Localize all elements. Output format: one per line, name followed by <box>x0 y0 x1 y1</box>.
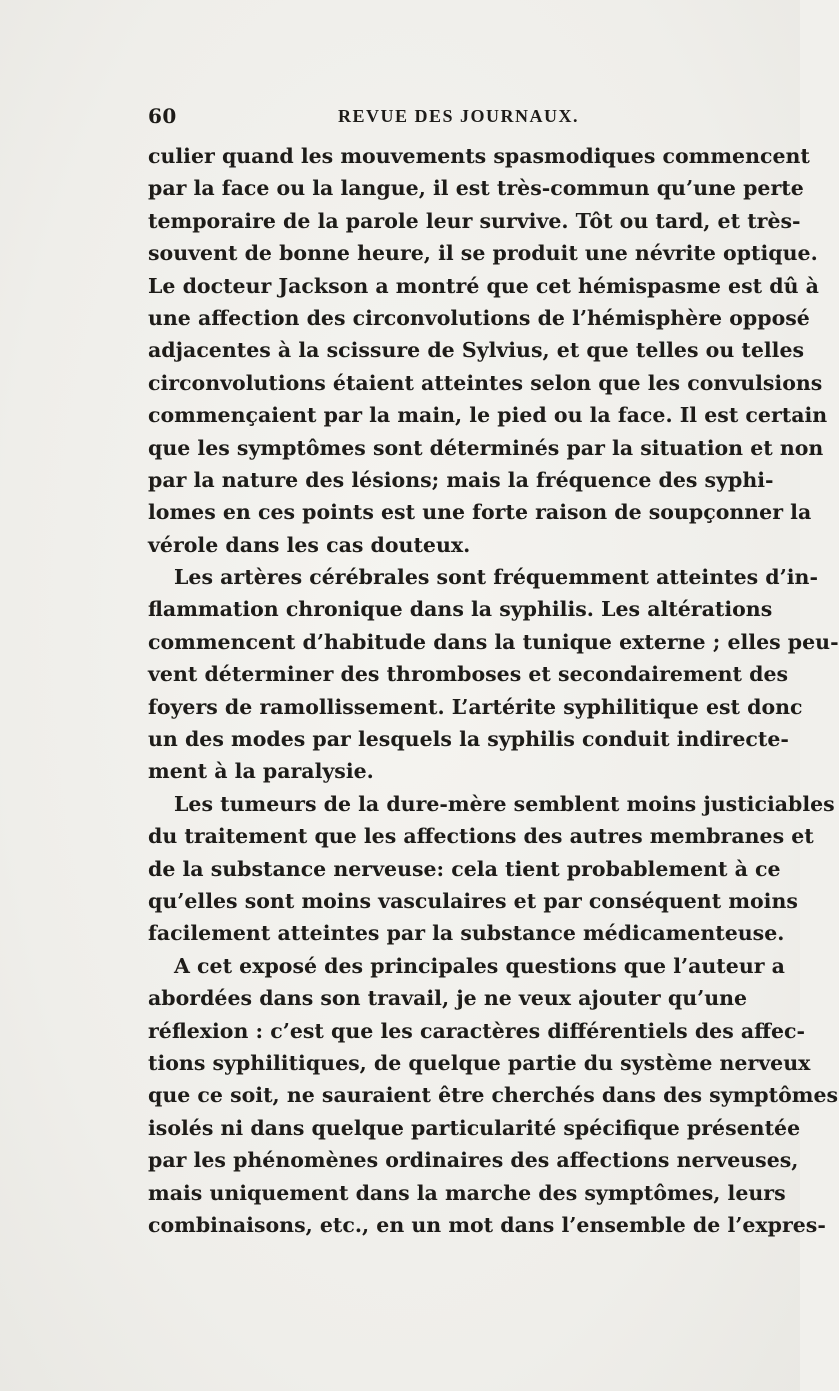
text-line: qu’elles sont moins vasculaires et par conséquent moins <box>148 888 798 913</box>
text-line: réflexion : c’est que les caractères différentiels des affec- <box>148 1018 806 1043</box>
running-title: REVUE DES JOURNAUX. <box>338 106 580 126</box>
text-line: facilement atteintes par la substance médicamenteuse. <box>148 921 785 946</box>
text-line: culier quand les mouvements spasmodiques commencent <box>148 144 810 168</box>
text-line: que les symptômes sont déterminés par la situation et non <box>148 435 824 460</box>
text-line: Le docteur Jackson a montré que cet hémispasme est dû à <box>148 273 819 298</box>
text-line: par la face ou la langue, il est très-commun qu’une perte <box>148 176 804 201</box>
text-line: un des modes par lesquels la syphilis conduit indirecte- <box>148 727 789 752</box>
text-line: adjacentes à la scissure de Sylvius, et que telles ou telles <box>148 338 805 363</box>
text-line: abordées dans son travail, je ne veux ajouter qu’une <box>148 986 748 1011</box>
text-line: mais uniquement dans la marche des symptômes, leurs <box>148 1180 786 1205</box>
text-line: tions syphilitiques, de quelque partie du système nerveux <box>148 1050 811 1075</box>
text-line: vérole dans les cas douteux. <box>148 532 471 557</box>
body-text <box>148 140 839 1241</box>
text-line: de la substance nerveuse: cela tient probablement à ce <box>148 856 781 881</box>
text-line: lomes en ces points est une forte raison de soupçonner la <box>148 500 812 525</box>
text-line: Les artères cérébrales sont fréquemment atteintes d’in- <box>174 565 818 590</box>
text-line: du traitement que les affections des autres membranes et <box>148 824 814 849</box>
text-line: commençaient par la main, le pied ou la face. Il est certain <box>148 403 828 428</box>
page-number: 60 <box>148 104 177 128</box>
text-line: Les tumeurs de la dure-mère semblent moins justiciables <box>174 791 835 816</box>
text-line: une affection des circonvolutions de l’hémisphère opposé <box>148 305 810 330</box>
text-line: foyers de ramollissement. L’artérite syphilitique est donc <box>148 694 803 719</box>
text-line: circonvolutions étaient atteintes selon que les convulsions <box>148 370 823 395</box>
text-line: combinaisons, etc., en un mot dans l’ensemble de l’expres- <box>148 1212 826 1237</box>
text-line: vent déterminer des thromboses et secondairement des <box>148 662 789 687</box>
text-line: par les phénomènes ordinaires des affections nerveuses, <box>148 1148 799 1173</box>
text-line: que ce soit, ne sauraient être cherchés dans des symptômes <box>148 1083 839 1108</box>
page-header <box>148 104 736 134</box>
text-line: flammation chronique dans la syphilis. Les altérations <box>148 597 773 622</box>
text-line: ment à la paralysie. <box>148 759 374 784</box>
text-line: temporaire de la parole leur survive. Tôt ou tard, et très- <box>148 208 801 233</box>
text-line: souvent de bonne heure, il se produit une névrite optique. <box>148 241 818 266</box>
text-line: A cet exposé des principales questions que l’auteur a <box>174 953 785 978</box>
text-line: par la nature des lésions; mais la fréquence des syphi- <box>148 467 774 492</box>
text-line: commencent d’habitude dans la tunique externe ; elles peu- <box>148 629 839 654</box>
text-line: isolés ni dans quelque particularité spécifique présentée <box>148 1115 801 1140</box>
